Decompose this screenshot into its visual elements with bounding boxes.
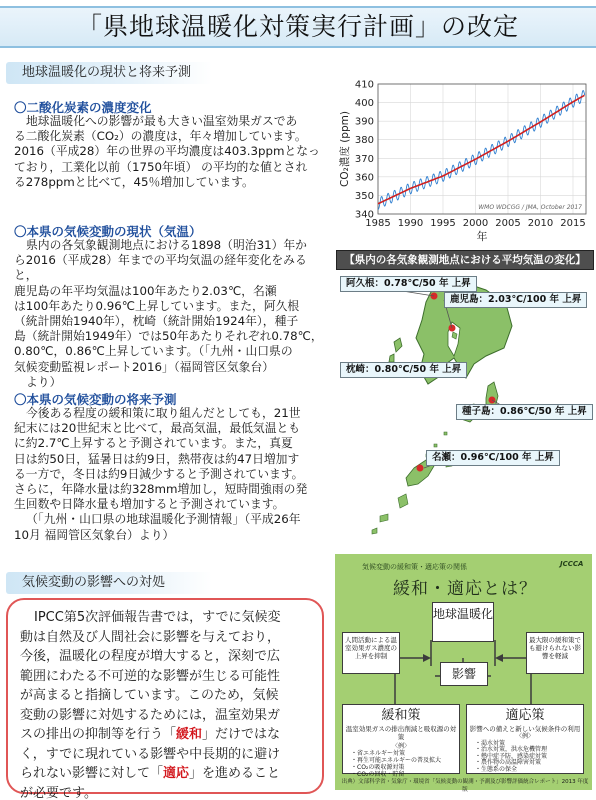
future-line: 日は約50日，猛暑日は約9日，熱帯夜は約47日増加す: [14, 451, 300, 466]
co2-line: ており，工業化以前（1750年頃） の平均的な値とされ: [14, 159, 308, 174]
co2-line: 2016（平成28）年の世界の平均濃度は403.3ppmとなっ: [14, 144, 320, 159]
x-tick-label: 1995: [430, 218, 456, 229]
current-line: より）: [26, 374, 62, 389]
current-paragraph: [14, 238, 328, 390]
poster-topline: 気候変動の緩和策・適応策の関係: [362, 563, 467, 571]
makurazaki-label: 枕崎：0.80℃/50 年 上昇: [340, 362, 467, 378]
adaptation-item: ・治水対策，洪水危機管理: [475, 746, 548, 753]
impact-line: [20, 764, 316, 784]
x-tick-label: 2005: [495, 218, 521, 229]
impact-line: く，すでに現れている影響や中長期的に避け: [20, 746, 281, 762]
adaptation-subtitle: 影響への備えと新しい気候条件の利用: [469, 725, 581, 733]
current-line: ら2016（平成28）年までの平均気温の経年変化をみると，: [14, 253, 307, 283]
naze-label: 名瀬：0.96℃/100 年 上昇: [426, 450, 560, 466]
adaptation-box: [466, 704, 584, 774]
y-tick-label: 340: [354, 209, 374, 221]
mitigation-emphasis: 緩和: [176, 727, 203, 742]
co2-chart: [336, 76, 592, 248]
title-banner: [0, 6, 596, 48]
x-tick-label: 2015: [560, 218, 586, 229]
mitigation-example-label: 〈例〉: [391, 743, 410, 750]
adaptation-title: 適応策: [505, 708, 545, 723]
chart-source: WMO WDCGG / JMA, October 2017: [478, 204, 582, 211]
co2-chart-svg: [336, 76, 592, 248]
mitigation-subtitle: 温室効果ガスの排出削減と吸収源の対策: [345, 725, 457, 741]
naze-marker: [417, 465, 424, 472]
current-line: 鹿児島の年平均気温は100年あたり2.03℃，名瀬: [14, 283, 277, 298]
current-line: 気候変動監視レポート2016」（福岡管区気象台）: [14, 359, 275, 374]
current-line: （統計開始1940年），枕崎（統計開始1924年），種子: [14, 314, 299, 329]
yoron-shape: [372, 528, 377, 534]
map-header: [336, 250, 594, 270]
tokunoshima-shape: [398, 494, 408, 508]
impact-line: 今後，温暖化の程度が増大すると，深刻で広: [20, 649, 281, 664]
page-title: 「県地球温暖化対策実行計画」の改定: [76, 12, 519, 41]
impact-line: 範囲にわたる不可逆的な影響が生じる可能性: [20, 668, 281, 684]
mitigation-box: [342, 704, 460, 778]
future-line: る一方で，冬日は約9日減少すると予測されています。: [14, 466, 304, 481]
adaptation-emphasis: 適応: [163, 766, 190, 781]
impact-text: られない影響に対して「: [20, 766, 164, 781]
future-line: に約2.7℃上昇すると予測されています。また，真夏: [14, 436, 293, 451]
x-tick-label: 2000: [462, 218, 489, 229]
co2-paragraph: [14, 114, 328, 190]
future-line: 10月 福岡管区気象台）より）: [14, 527, 175, 542]
co2-line: る二酸化炭素（CO₂）の濃度は，年々増加しています。: [14, 129, 307, 144]
okinoerabu-shape: [380, 514, 388, 522]
current-line: 0.80℃，0.86℃上昇しています。（「九州・山口県の: [14, 344, 293, 359]
y-tick-label: 410: [354, 79, 374, 91]
mitigation-item: ・CO₂の吸収源対策: [351, 764, 405, 771]
current-line: 島（統計開始1949年）では50年あたりそれぞれ0.78℃，: [14, 329, 323, 344]
impact-line: が高まると指摘しています。このため，気候: [20, 688, 279, 703]
koshiki-islands: [389, 338, 402, 362]
x-tick-label: 1990: [397, 218, 424, 229]
mitigation-item: ・CO₂の回収・貯留: [351, 771, 405, 778]
mitigation-item: ・省エネルギー対策: [351, 750, 406, 757]
future-line: 生回数や日降水量も増加すると予測されています。: [14, 497, 285, 512]
poster-title: 緩和・適応とは？: [393, 579, 537, 599]
kagoshima-map: [336, 272, 594, 540]
warming-box: 地球温暖化: [432, 602, 494, 642]
y-tick-label: 380: [354, 135, 374, 147]
impact-text: スの排出の抑制等を行う「: [20, 727, 177, 742]
co2-heading: 〇二酸化炭素の濃度変化: [14, 100, 152, 115]
adaptation-item: ・農作物の高温障害対策: [475, 759, 542, 766]
future-paragraph: [14, 406, 328, 543]
akune-label: 阿久根：0.78℃/50 年 上昇: [340, 276, 477, 292]
adaptation-example-label: 〈例〉: [515, 733, 534, 740]
impact-paragraph: [20, 608, 316, 800]
current-line: は100年あたり0.96℃上昇しています。また，阿久根: [14, 298, 300, 313]
impact-box-poster: 影響: [440, 662, 488, 686]
kagoshima-label: 鹿児島：2.03℃/100 年 上昇: [444, 292, 587, 308]
future-line: 今後ある程度の緩和策に取り組んだとしても，21世: [26, 406, 301, 420]
future-line: （「九州・山口県の地球温暖化予測情報」（平成26年: [26, 512, 301, 527]
section-tab-response: [6, 572, 212, 594]
tanegashima-label: 種子島：0.86℃/50 年 上昇: [456, 404, 593, 420]
adaptation-item: ・熱中症予防，感染症対策: [475, 752, 548, 760]
left-note-box: 人間活動による温室効果ガス濃度の上昇を抑制: [342, 632, 400, 674]
y-tick-label: 360: [354, 172, 374, 184]
y-axis-label: CO₂濃度 (ppm): [339, 111, 351, 187]
x-axis-label: 年: [476, 230, 488, 243]
y-tick-label: 400: [354, 98, 374, 110]
impact-line: [20, 725, 316, 745]
adaptation-item: ・渇水対策: [475, 739, 506, 747]
poster-credit: 出典）文部科学省・気象庁・環境省「気候変動の観測・予測及び影響評価統合レポート」2013 年度版: [341, 779, 589, 793]
co2-line: 地球温暖化への影響が最も大きい温室効果ガスであ: [26, 114, 298, 128]
section-tab-label: 気候変動の影響への対処: [22, 575, 166, 590]
future-heading: 〇本県の気候変動の将来予測: [14, 392, 177, 407]
y-tick-label: 390: [354, 116, 374, 128]
y-tick-label: 350: [354, 190, 374, 202]
impact-line: 変動の影響に対処するためには，温室効果ガ: [20, 707, 281, 723]
co2-line: る278ppmと比べて，45％増加しています。: [14, 174, 254, 189]
section-tab-label: 地球温暖化の現状と将来予測: [22, 65, 192, 80]
plot-frame: [378, 84, 586, 214]
poster-logo: JCCCA: [560, 560, 584, 568]
mitigation-title: 緩和策: [381, 708, 421, 723]
impact-line: 動は自然及び人間社会に影響を与えており，: [20, 629, 281, 645]
impact-text: 」を進めること: [189, 766, 281, 781]
current-heading: 〇本県の気候変動の現状（気温）: [14, 224, 202, 239]
x-tick-label: 2010: [527, 218, 554, 229]
impact-line: IPCC第5次評価報告書では，すでに気候変: [34, 610, 281, 625]
x-tick-label: 1985: [365, 218, 391, 229]
y-tick-label: 370: [354, 153, 374, 165]
impact-line: が必要です。: [20, 785, 97, 800]
adaptation-item: ・生態系の保全: [475, 765, 518, 773]
right-note-box: 最大限の緩和策でも避けられない影響を軽減: [526, 632, 584, 674]
monthly-series-line: [378, 91, 585, 210]
future-line: 紀末には20世紀末と比べて，最高気温，最低気温とも: [14, 421, 301, 436]
section-tab-current-status: [6, 62, 212, 84]
impact-text: 」だけではな: [202, 727, 281, 742]
current-line: 県内の各気象観測地点における1898（明治31）年か: [26, 238, 307, 252]
map-header-text: 【県内の各気象観測地点における平均気温の変化】: [344, 254, 586, 266]
mitigation-item: ・再生可能エネルギーの普及拡大: [351, 757, 442, 764]
future-line: さらに，年降水量は約328mm増加し，短時間強雨の発: [14, 482, 308, 497]
